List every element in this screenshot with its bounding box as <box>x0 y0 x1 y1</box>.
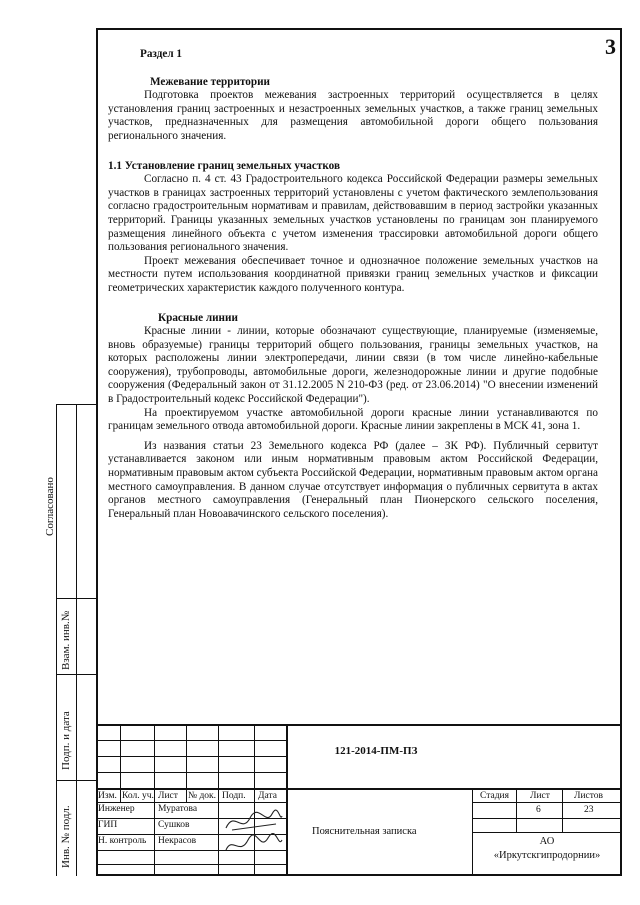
doc-code: 121-2014-ПМ-ПЗ <box>334 745 418 757</box>
subsection-paragraph-2: Проект межевания обеспечивает точное и однозначное положение земельных участков на местности путем использования координатной привязки границ земельных участков и фиксации геометрических характеристик каждого полученного контура. <box>108 254 598 294</box>
survey-heading: Межевание территории <box>150 75 271 88</box>
red-lines-paragraph-3: Из названия статьи 23 Земельного кодекса РФ (далее – ЗК РФ). Публичный сервитут устанавливается законом или иным нормативным правовым актом Российской Федерации, нормативным правовым актом субъекта Российской Федерации, нормативным правовым актом органа местного самоуправления. В данном случае отсутствует информация о публичных сервитута в актах органов местного самоуправления (Генеральный план Пионерского сельского поселения, Генеральный план Новоавачинского сельского поселения). <box>108 439 598 520</box>
inv-orig-label: Инв. № подл. <box>60 805 72 868</box>
title-block <box>96 724 622 876</box>
signatures <box>222 800 286 860</box>
sheets-label: Листов <box>574 791 604 801</box>
red-lines-paragraph-2: На проектируемом участке автомобильной дороги красные линии устанавливаются по границам земельного отвода автомобильной дороги. Красные линии закреплены в МСК 41, зона 1. <box>108 406 598 433</box>
col-header-podp: Подп. <box>222 791 246 801</box>
red-lines-paragraph-1: Красные линии - линии, которые обозначают существующие, планируемые (изменяемые, вновь образуемые) границы территорий общего пользования, границы земельных участков, на которых расположены линии электропередачи, линии связи (в том числе линейно-кабельные сооружения), трубопроводы, автомобильные дороги, железнодорожные линии и другие подобные сооружения (Федеральный закон от 31.12.2005 N 210-ФЗ (ред. от 23.06.2014) "О внесении изменений в Градостроительный кодекс Российской Федерации"). <box>108 325 598 406</box>
subsection-heading: 1.1 Установление границ земельных участков <box>108 159 340 172</box>
col-header-kol: Кол. уч. <box>122 791 154 801</box>
sheets-value: 23 <box>584 805 594 815</box>
page-number: 3 <box>605 34 616 59</box>
role-norm-control: Н. контроль <box>98 836 147 846</box>
survey-paragraph: Подготовка проектов межевания застроенных территорий осуществляется в целях установления границ застроенных и незастроенных земельных участков, а также границ земельных участков, предназначенных для размещения автомобильной дороги общего пользования регионального значения. <box>108 89 598 142</box>
col-header-doc: № док. <box>188 791 217 801</box>
main-text <box>108 48 598 521</box>
org-line-2: «Иркутскгипродорнии» <box>493 850 601 861</box>
role-gip: ГИП <box>98 820 118 830</box>
doc-title: Пояснительная записка <box>312 826 417 837</box>
sheet-value: 6 <box>536 805 541 815</box>
red-lines-heading: Красные линии <box>158 311 238 324</box>
subsection-paragraph-1: Согласно п. 4 ст. 43 Градостроительного кодекса Российской Федерации размеры земельных участков в границах застроенных территорий установлены с учетом фактического землепользования согласно градостроительным нормативам и правилам, действовавшим в период застройки указанных территорий. Границы указанных земельных участков установлены по границам зон планируемого размещения линейного объекта с учетом изменения трассировки автомобильной дороги общего пользования регионального значения. <box>108 173 598 254</box>
col-header-list: Лист <box>158 791 178 801</box>
sign-date-label: Подп. и дата <box>60 711 72 770</box>
col-header-izm: Изм. <box>98 791 117 801</box>
name-gip: Сушков <box>158 820 190 830</box>
replaced-inv-label: Взам. инв.№ <box>60 610 72 670</box>
col-header-date: Дата <box>258 791 277 801</box>
sheet-label: Лист <box>530 791 550 801</box>
name-engineer: Муратова <box>158 804 198 814</box>
role-engineer: Инженер <box>98 804 135 814</box>
stage-label: Стадия <box>480 791 509 801</box>
section-heading: Раздел 1 <box>140 48 183 60</box>
agreed-label: Согласовано <box>44 477 56 536</box>
org-line-1: АО <box>539 836 555 847</box>
name-norm-control: Некрасов <box>158 836 197 846</box>
